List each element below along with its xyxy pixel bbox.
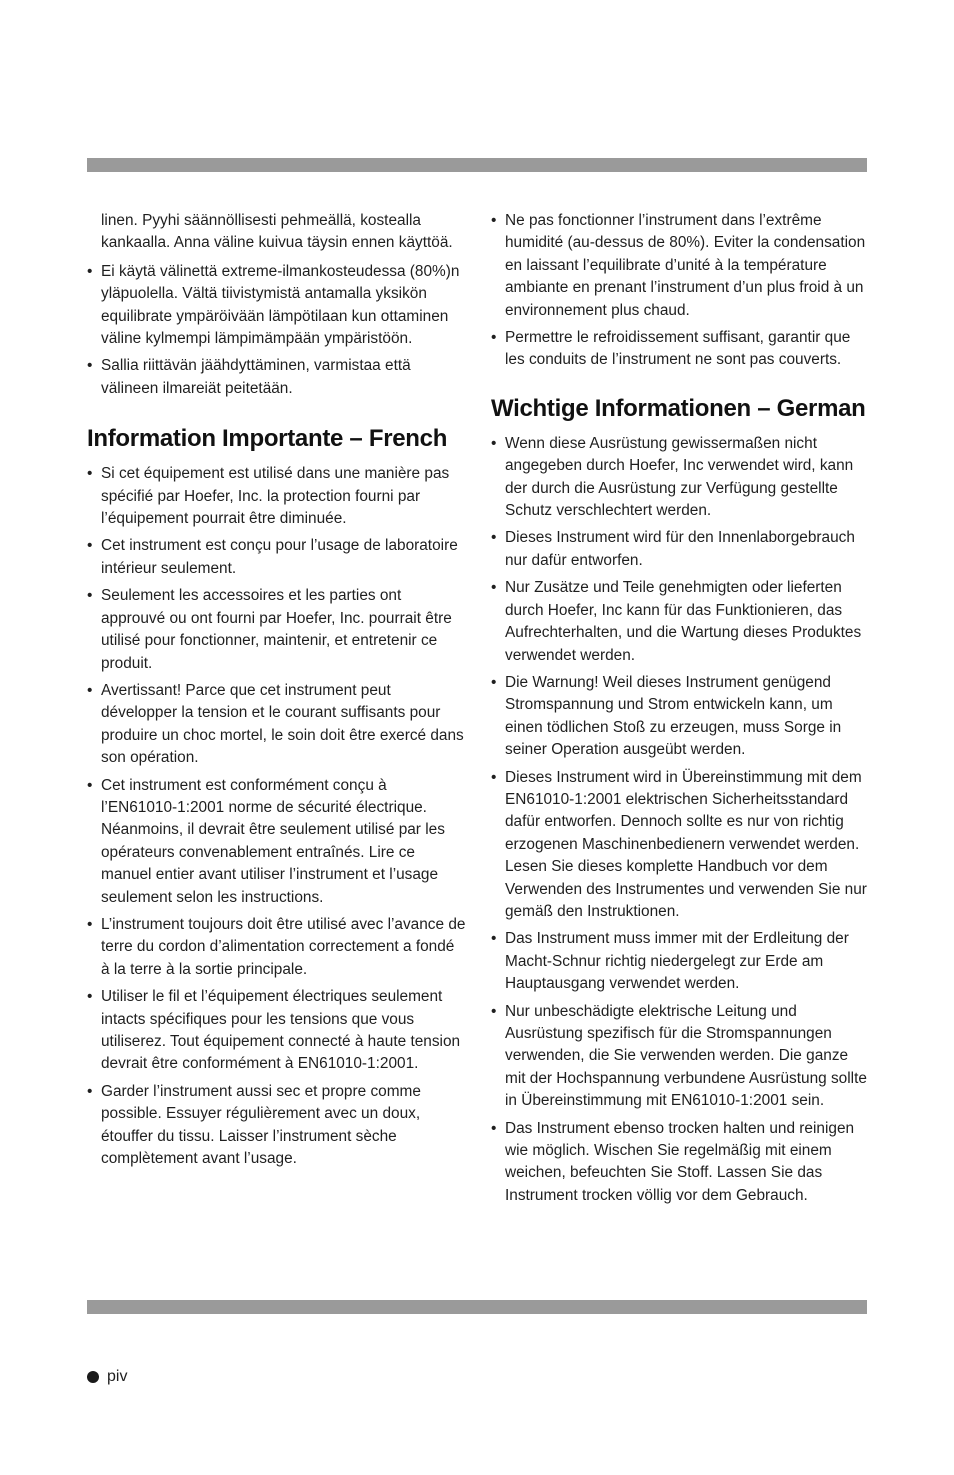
list-item: • Nur Zusätze und Teile genehmigten oder lieferten durch Hoefer, Inc kann für das Funktionieren, das Aufrechterhalten, und die Wartung dieses Produktes verwendet werden. xyxy=(491,577,869,667)
french-list xyxy=(87,463,467,1170)
continued-paragraph: linen. Pyyhi säännöllisesti pehmeällä, kostealla kankaalla. Anna väline kuivua täysin ennen käyttöä. xyxy=(101,212,453,252)
page-footer xyxy=(87,1368,127,1386)
french-list-continued xyxy=(491,210,869,372)
list-item: • Das Instrument muss immer mit der Erdleitung der Macht-Schnur richtig niedergelegt zur Erde am Hauptausgang verwendet werden. xyxy=(491,928,869,995)
list-item: • Si cet équipement est utilisé dans une manière pas spécifié par Hoefer, Inc. la protection fourni par l’équipement pourrait être diminuée. xyxy=(87,463,467,530)
list-item: • Die Warnung! Weil dieses Instrument genügend Stromspannung und Strom entwickeln kann, um einen tödlichen Stoß zu erzeugen, muss Sorge in seiner Operation ausgeübt werden. xyxy=(491,672,869,762)
list-item: • Nur unbeschädigte elektrische Leitung und Ausrüstung spezifisch für die Stromspannungen verwenden, die Sie verwenden werden. Die ganze mit der Hochspannung verbundene Ausrüstung sollte in Übereinstimmung mit EN61010-1:2001 sein. xyxy=(491,1001,869,1113)
list-item: • Avertissant! Parce que cet instrument peut développer la tension et le courant suffisants pour produire un choc mortel, le soin doit être exercé dans son opération. xyxy=(87,680,467,770)
list-item: • Dieses Instrument wird für den Innenlaborgebrauch nur dafür entworfen. xyxy=(491,527,869,572)
list-item: • Cet instrument est conçu pour l’usage de laboratoire intérieur seulement. xyxy=(87,535,467,580)
list-item: • Permettre le refroidissement suffisant, garantir que les conduits de l’instrument ne sont pas couverts. xyxy=(491,327,869,372)
bottom-rule xyxy=(87,1300,867,1314)
list-item: • Utiliser le fil et l’équipement électriques seulement intacts spécifiques pour les tensions que vous utiliserez. Tout équipement connecté à haute tension devrait être conformément à EN61010-1:2001. xyxy=(87,986,467,1076)
list-item: • L’instrument toujours doit être utilisé avec l’avance de terre du cordon d’alimentation correctement a fondé à la terre à la sortie principale. xyxy=(87,914,467,981)
list-item: • Ne pas fonctionner l’instrument dans l’extrême humidité (au-dessus de 80%). Eviter la condensation en laissant l’equilibrate d’unité à la température ambiante en prenant l’instrument d’un plus froid à un environnement plus chaud. xyxy=(491,210,869,322)
list-item: • Wenn diese Ausrüstung gewissermaßen nicht angegeben durch Hoefer, Inc verwendet wird, kann der durch die Ausrüstung zur Verfügung gestellte Schutz verschlechtert werden. xyxy=(491,433,869,523)
list-item: • Garder l’instrument aussi sec et propre comme possible. Essuyer régulièrement avec un doux, étouffer du tissu. Laisser l’instrument sèche complètement avant l’usage. xyxy=(87,1081,467,1171)
list-item: • Sallia riittävän jäähdyttäminen, varmistaa että välineen ilmareiät peitetään. xyxy=(87,355,467,400)
left-column xyxy=(87,210,467,1175)
right-column xyxy=(491,210,869,1212)
top-rule xyxy=(87,158,867,172)
bullet-dot-icon xyxy=(87,1371,99,1383)
list-item: • Das Instrument ebenso trocken halten und reinigen wie möglich. Wischen Sie regelmäßig mit einem weichen, befeuchten Sie Stoff. Lassen Sie das Instrument trocken völlig vor dem Gebrauch. xyxy=(491,1118,869,1208)
german-heading: Wichtige Informationen – German xyxy=(491,394,866,422)
list-item: • Cet instrument est conformément conçu à l’EN61010-1:2001 norme de sécurité électrique. Néanmoins, il devrait être seulement utilisé par les opérateurs convenablement entraînés. Lire ce manuel entier avant utiliser l’instrument et l’usage seulement selon les instructions. xyxy=(87,775,467,909)
list-item: • Ei käytä välinettä extreme-ilmankosteudessa (80%)n yläpuolella. Vältä tiivistymistä antamalla yksikön equilibrate ympäröivään lämpötilaan kun ottaminen väline kylmempi lämpimämpään ympäristöön. xyxy=(87,261,467,351)
page-number: piv xyxy=(107,1368,128,1385)
finnish-list xyxy=(87,261,467,400)
german-list xyxy=(491,433,869,1207)
list-item: • Dieses Instrument wird in Übereinstimmung mit dem EN61010-1:2001 elektrischen Sicherheitsstandard dafür entworfen. Dennoch sollte es nur von richtig erzogenen Maschinenbedienern verwendet werden. Lesen Sie dieses komplette Handbuch vor dem Verwenden des Instrumentes und verwenden Sie nur gemäß den Instruktionen. xyxy=(491,767,869,924)
list-item: • Seulement les accessoires et les parties ont approuvé ou ont fourni par Hoefer, Inc. pourrait être utilisé pour fonctionner, maintenir, et entretenir ce produit. xyxy=(87,585,467,675)
french-heading: Information Importante – French xyxy=(87,425,448,453)
